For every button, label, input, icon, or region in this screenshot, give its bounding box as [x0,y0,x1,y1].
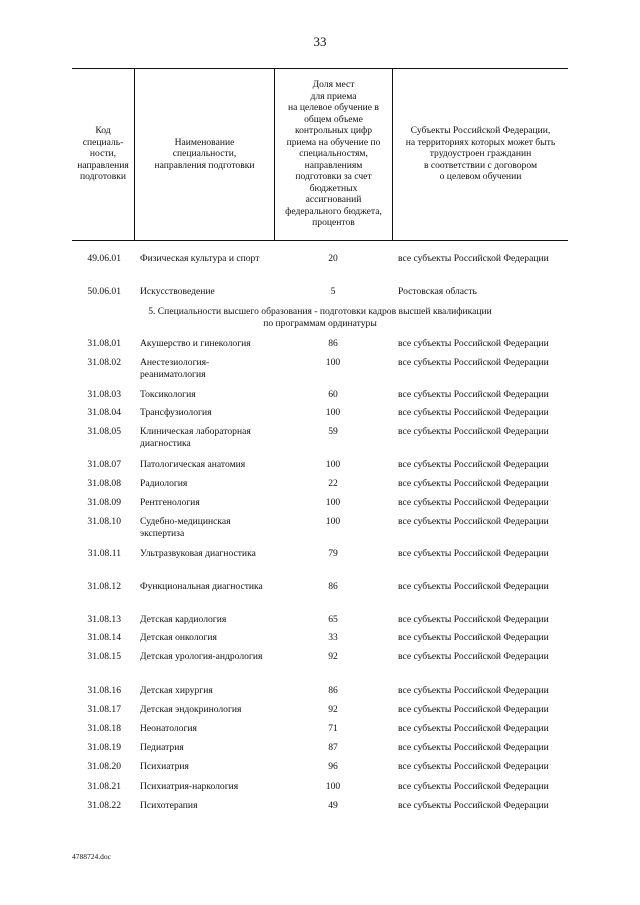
row-share: 100 [325,459,341,470]
row-code: 31.08.17 [87,704,121,715]
row-code: 31.08.05 [87,426,121,437]
row-subjects: все субъекты Российской Федерации [398,357,549,368]
section-title-line2: по программам ординатуры [263,318,377,329]
row-share: 100 [325,497,341,508]
row-name: Функциональная диагностика [140,581,263,592]
row-share: 20 [328,253,338,264]
row-name: Токсикология [140,389,196,400]
row-name: Педиатрия [140,742,184,753]
row-name: Анестезиология-реаниматология [140,357,210,380]
row-subjects: все субъекты Российской Федерации [398,389,549,400]
row-code: 31.08.03 [87,389,121,400]
row-share: 49 [328,800,338,811]
row-name: Психотерапия [140,800,198,811]
row-subjects: все субъекты Российской Федерации [398,761,549,772]
row-subjects: все субъекты Российской Федерации [398,781,549,792]
row-name: Радиология [140,478,188,489]
row-subjects: все субъекты Российской Федерации [398,338,549,349]
row-subjects: все субъекты Российской Федерации [398,800,549,811]
row-share: 92 [328,704,338,715]
row-subjects: все субъекты Российской Федерации [398,614,549,625]
row-name: Рентгенология [140,497,200,508]
row-share: 71 [328,723,338,734]
row-code: 31.08.19 [87,742,121,753]
header-name: Наименование специальности, направления подготовки [134,68,274,240]
row-share: 22 [328,478,338,489]
row-subjects: все субъекты Российской Федерации [398,478,549,489]
row-name: Неонатология [140,723,197,734]
row-code: 49.06.01 [87,253,121,264]
row-name: Клиническая лабораторная диагностика [140,426,251,449]
row-code: 31.08.20 [87,761,121,772]
row-code: 31.08.16 [87,685,121,696]
row-code: 50.06.01 [87,286,121,297]
row-name: Судебно-медицинская экспертиза [140,516,231,539]
row-name: Детская онкология [140,632,217,643]
row-subjects: все субъекты Российской Федерации [398,497,549,508]
row-subjects: все субъекты Российской Федерации [398,723,549,734]
row-name: Акушерство и гинекология [140,338,251,349]
row-code: 31.08.09 [87,497,121,508]
row-code: 31.08.07 [87,459,121,470]
row-code: 31.08.02 [87,357,121,368]
row-share: 86 [328,581,338,592]
row-code: 31.08.14 [87,632,121,643]
row-share: 100 [325,357,341,368]
row-code: 31.08.18 [87,723,121,734]
row-name: Трансфузиология [140,407,212,418]
row-name: Детская хирургия [140,685,213,696]
row-share: 33 [328,632,338,643]
row-share: 60 [328,389,338,400]
row-subjects: Ростовская область [398,286,477,297]
row-share: 59 [328,426,338,437]
row-name: Детская кардиология [140,614,227,625]
row-name: Ультразвуковая диагностика [140,548,256,559]
row-name: Искусствоведение [140,286,215,297]
row-name: Детская урология-андрология [140,651,263,662]
table-header-rule [72,240,568,241]
row-subjects: все субъекты Российской Федерации [398,516,549,527]
row-name: Психиатрия [140,761,189,772]
row-code: 31.08.13 [87,614,121,625]
row-name: Физическая культура и спорт [140,253,260,264]
page-number: 33 [313,34,327,49]
row-subjects: все субъекты Российской Федерации [398,685,549,696]
row-name: Детская эндокринология [140,704,242,715]
header-share: Доля мест для приема на целевое обучение в общем объеме контрольных цифр приема на обучение по специальностям, направлениям подготовки за счет бюджетных ассигнований федерального бюджета, процентов [274,68,392,240]
row-share: 86 [328,338,338,349]
footer-file-name: 4788724.doc [72,852,111,861]
row-share: 65 [328,614,338,625]
row-subjects: все субъекты Российской Федерации [398,632,549,643]
row-subjects: все субъекты Российской Федерации [398,581,549,592]
row-subjects: все субъекты Российской Федерации [398,651,549,662]
row-subjects: все субъекты Российской Федерации [398,548,549,559]
row-code: 31.08.12 [87,581,121,592]
row-share: 100 [325,516,341,527]
row-code: 31.08.15 [87,651,121,662]
row-subjects: все субъекты Российской Федерации [398,407,549,418]
row-subjects: все субъекты Российской Федерации [398,704,549,715]
row-share: 92 [328,651,338,662]
row-share: 96 [328,761,338,772]
row-code: 31.08.04 [87,407,121,418]
row-code: 31.08.08 [87,478,121,489]
row-code: 31.08.21 [87,781,121,792]
row-share: 87 [328,742,338,753]
row-code: 31.08.10 [87,516,121,527]
row-code: 31.08.01 [87,338,121,349]
row-subjects: все субъекты Российской Федерации [398,459,549,470]
row-subjects: все субъекты Российской Федерации [398,253,549,264]
header-code: Код специаль- ности, направления подготовки [77,125,129,183]
table-header [72,68,568,240]
section-title-line1: 5. Специальности высшего образования - подготовки кадров высшей квалификации [148,306,492,317]
row-code: 31.08.22 [87,800,121,811]
row-share: 86 [328,685,338,696]
row-subjects: все субъекты Российской Федерации [398,742,549,753]
row-share: 79 [328,548,338,559]
row-name: Психиатрия-наркология [140,781,239,792]
header-subjects: Субъекты Российской Федерации, на территориях которых может быть трудоустроен гражданин в соответствии с договором о целевом обучении [392,68,568,240]
row-subjects: все субъекты Российской Федерации [398,426,549,437]
row-share: 100 [325,407,341,418]
row-code: 31.08.11 [87,548,121,559]
row-name: Патологическая анатомия [140,459,246,470]
row-share: 5 [330,286,336,297]
row-share: 100 [325,781,341,792]
